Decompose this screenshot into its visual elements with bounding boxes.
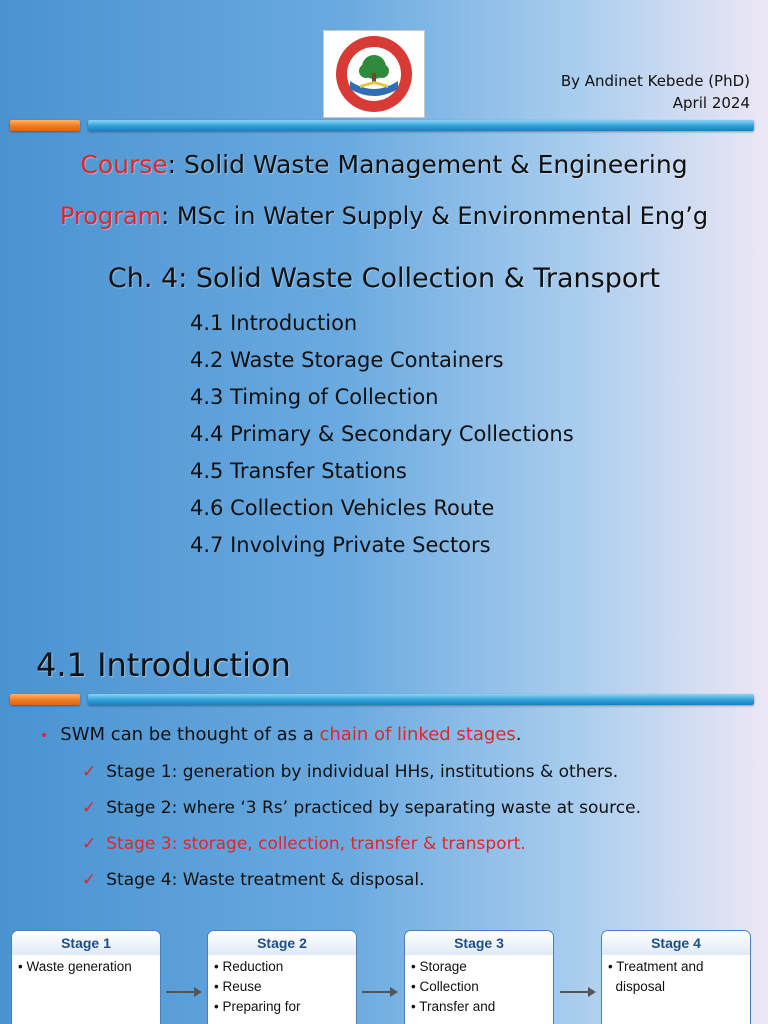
stage-item-continuation: disposal <box>615 979 666 994</box>
checkmark-icon: ✓ <box>82 834 97 854</box>
stage-item: • Waste generation <box>18 957 154 977</box>
checklist-item: ✓ Stage 4: Waste treatment & disposal. <box>82 870 425 890</box>
stage-item: • Reuse <box>214 977 350 997</box>
stage-2-box <box>207 930 357 1024</box>
program-line <box>0 202 768 230</box>
chapter-title: Ch. 4: Solid Waste Collection & Transport <box>107 263 661 294</box>
divider-bar-blue <box>88 694 754 705</box>
divider-bar-orange <box>10 694 80 705</box>
author-block <box>561 70 750 114</box>
checkmark-icon: ✓ <box>82 798 97 818</box>
university-logo <box>323 30 425 118</box>
stage-checklist <box>82 760 641 904</box>
toc-item: 4.7 Involving Private Sectors <box>190 533 491 557</box>
stage-item: • Storage <box>411 957 547 977</box>
toc-item: 4.6 Collection Vehicles Route <box>190 496 495 520</box>
stage-items <box>405 955 553 1019</box>
stage-1-box <box>11 930 161 1024</box>
divider-bar-blue <box>88 120 754 131</box>
checklist-item: ✓ Stage 2: where ‘3 Rs’ practiced by separating waste at source. <box>82 798 641 818</box>
author-name: By Andinet Kebede (PhD) <box>560 72 750 90</box>
bullet-text: SWM can be thought of as a <box>60 724 320 745</box>
right-arrow-icon <box>164 986 204 998</box>
introduction-slide <box>0 600 768 1024</box>
stage-items <box>602 955 750 999</box>
stage-item: • Reduction <box>214 957 350 977</box>
table-of-contents <box>190 308 574 567</box>
bullet-dot-icon: • <box>40 728 49 744</box>
checklist-item: ✓ Stage 1: generation by individual HHs, institutions & others. <box>82 762 619 782</box>
stage-4-box <box>601 930 751 1024</box>
right-arrow-icon <box>360 986 400 998</box>
toc-item: 4.3 Timing of Collection <box>190 385 439 409</box>
stage-items <box>208 955 356 1019</box>
toc-item: 4.4 Primary & Secondary Collections <box>190 422 574 446</box>
course-label: Course <box>80 150 168 179</box>
stage-item: • Transfer and <box>411 997 547 1017</box>
toc-item: 4.5 Transfer Stations <box>190 459 407 483</box>
bullet-highlight: chain of linked stages <box>319 724 516 745</box>
stage-items <box>12 955 160 979</box>
program-label: Program <box>59 202 162 230</box>
bullet-suffix: . <box>515 724 522 745</box>
section-title: 4.1 Introduction <box>36 646 291 684</box>
program-value: : MSc in Water Supply & Environmental Eng’g <box>161 202 709 230</box>
checkmark-icon: ✓ <box>82 762 97 782</box>
stage-item: • Preparing for <box>214 997 350 1017</box>
main-bullet <box>40 724 522 745</box>
course-value: : Solid Waste Management & Engineering <box>167 150 688 179</box>
checkmark-icon: ✓ <box>82 870 97 890</box>
stage-title: Stage 3 <box>405 931 553 955</box>
stage-title: Stage 4 <box>602 931 750 955</box>
stage-title: Stage 2 <box>208 931 356 955</box>
university-seal-icon <box>324 31 424 117</box>
divider-bar-orange <box>10 120 80 131</box>
course-line <box>0 150 768 179</box>
stage-3-box <box>404 930 554 1024</box>
right-arrow-icon <box>558 986 598 998</box>
toc-item: 4.2 Waste Storage Containers <box>190 348 504 372</box>
stage-title: Stage 1 <box>12 931 160 955</box>
presentation-date: April 2024 <box>672 94 750 112</box>
stage-item: • Treatment and <box>608 957 744 977</box>
stage-item: • Collection <box>411 977 547 997</box>
toc-item: 4.1 Introduction <box>190 311 358 335</box>
checklist-item-highlighted: ✓ Stage 3: storage, collection, transfer & transport. <box>82 834 526 854</box>
